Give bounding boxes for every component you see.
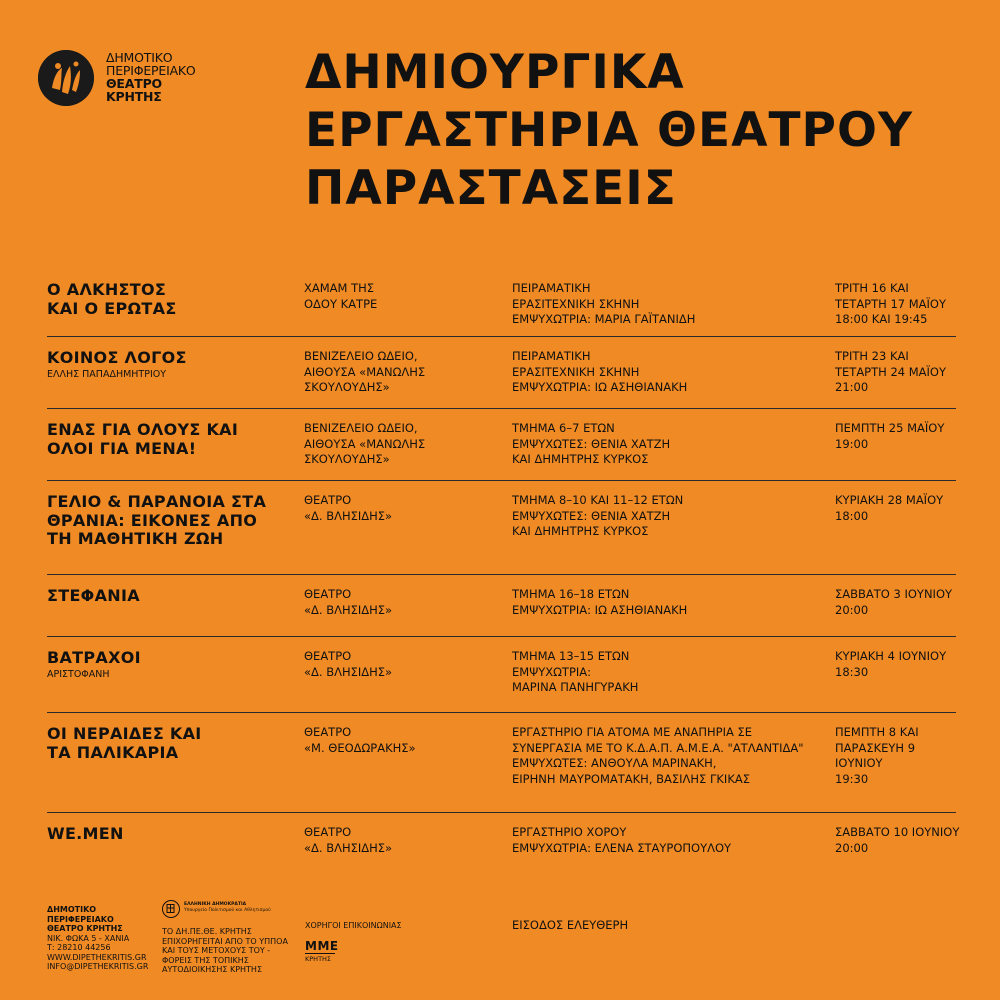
date-line: ΤΡΙΤΗ 16 ΚΑΙ <box>835 281 909 295</box>
mme-logo <box>305 940 339 965</box>
title-line-3: ΠΑΡΑΣΤΑΣΕΙΣ <box>305 161 677 216</box>
date-line: ΤΕΤΑΡΤΗ 17 ΜΑΪΟΥ <box>835 296 946 311</box>
venue-line: «Δ. ΒΛΗΣΙΔΗΣ» <box>304 840 393 855</box>
page-title <box>305 44 913 218</box>
venue-line: ΑΙΘΟΥΣΑ «ΜΑΝΩΛΗΣ <box>304 364 426 379</box>
sponsors-label: ΧΟΡΗΓΟΙ ΕΠΙΚΟΙΝΩΝΙΑΣ <box>305 921 402 930</box>
performance-venue <box>304 493 392 524</box>
schedule-row <box>47 713 956 813</box>
group-line: ΕΡΓΑΣΤΗΡΙΟ ΓΙΑ ΑΤΟΜΑ ΜΕ ΑΝΑΠΗΡΙΑ ΣΕ <box>512 725 753 739</box>
footer-org-line: ΠΕΡΙΦΕΡΕΙΑΚΟ <box>47 914 114 924</box>
title-line-1: ΔΗΜΙΟΥΡΓΙΚΑ <box>305 45 685 100</box>
performance-group <box>512 493 683 540</box>
performance-date <box>835 281 946 328</box>
logo-line: ΠΕΡΙΦΕΡΕΙΑΚΟ <box>106 63 196 78</box>
gov-line: ΕΛΛΗΝΙΚΗ ΔΗΜΟΚΡΑΤΙΑ <box>184 902 247 907</box>
date-line: ΚΥΡΙΑΚΗ 4 ΙΟΥΝΙΟΥ <box>835 649 947 663</box>
date-line: ΠΑΡΑΣΚΕΥΗ 9 <box>835 740 916 755</box>
performance-date <box>835 825 959 856</box>
group-line: ΚΑΙ ΔΗΜΗΤΡΗΣ ΚΥΡΚΟΣ <box>512 524 649 538</box>
greek-republic-emblem-icon <box>162 900 180 918</box>
group-line: ΣΥΝΕΡΓΑΣΙΑ ΜΕ ΤΟ Κ.Δ.Α.Π. Α.Μ.Ε.Α. "ΑΤΛΑΝΤΙΔΑ" <box>512 740 804 755</box>
funding-line: ΑΥΤΟΔΙΟΙΚΗΣΗΣ ΚΡΗΤΗΣ <box>162 965 263 974</box>
date-line: 19:30 <box>835 771 869 786</box>
footer-org <box>47 905 148 972</box>
date-line: ΚΥΡΙΑΚΗ 28 ΜΑΪΟΥ <box>835 493 944 507</box>
performance-date <box>835 349 946 396</box>
performance-group <box>512 281 695 328</box>
group-line: ΕΙΡΗΝΗ ΜΑΥΡΟΜΑΤΑΚΗ, ΒΑΣΙΛΗΣ ΓΚΙΚΑΣ <box>512 771 750 786</box>
group-line: ΚΑΙ ΔΗΜΗΤΡΗΣ ΚΥΡΚΟΣ <box>512 452 649 466</box>
group-line: ΕΜΨΥΧΩΤΡΙΑ: ΙΩ ΑΣΗΘΙΑΝΑΚΗ <box>512 602 688 617</box>
performance-group <box>512 649 638 696</box>
performance-title <box>47 493 266 549</box>
date-line: 18:00 ΚΑΙ 19:45 <box>835 312 928 326</box>
venue-line: ΒΕΝΙΖΕΛΕΙΟ ΩΔΕΙΟ, <box>304 421 418 435</box>
date-line: 20:00 <box>835 840 869 855</box>
group-line: ΕΡΑΣΙΤΕΧΝΙΚΗ ΣΚΗΝΗ <box>512 296 640 311</box>
performance-title-line: WE.MEN <box>47 824 124 843</box>
performance-title-line: ΚΑΙ Ο ΕΡΩΤΑΣ <box>47 298 177 318</box>
group-line: ΕΡΓΑΣΤΗΡΙΟ ΧΟΡΟΥ <box>512 825 627 839</box>
group-line: ΜΑΡΙΝΑ ΠΑΝΗΓΥΡΑΚΗ <box>512 680 639 694</box>
group-line: ΤΜΗΜΑ 8–10 ΚΑΙ 11–12 ΕΤΩΝ <box>512 493 684 507</box>
performance-title-line: ΤΑ ΠΑΛΙΚΑΡΙΑ <box>47 742 179 762</box>
group-line: ΕΜΨΥΧΩΤΕΣ: ΘΕΝΙΑ ΧΑΤΖΗ <box>512 508 671 523</box>
footer-website-link[interactable]: WWW.DIPETHEKRITIS.GR <box>47 952 147 962</box>
date-line: ΠΕΜΠΤΗ 8 ΚΑΙ <box>835 725 919 739</box>
performance-title-line: Ο ΑΛΚΗΣΤΟΣ <box>47 280 167 299</box>
performance-title <box>47 649 141 681</box>
schedule-row <box>47 269 956 337</box>
group-line: ΕΜΨΥΧΩΤΕΣ: ΘΕΝΙΑ ΧΑΤΖΗ <box>512 436 671 451</box>
performance-title-line: ΒΑΤΡΑΧΟΙ <box>47 648 141 667</box>
free-entry-note: ΕΙΣΟΔΟΣ ΕΛΕΥΘΕΡΗ <box>512 918 629 932</box>
performance-venue <box>304 421 425 468</box>
performance-date <box>835 587 952 618</box>
funding-line: ΦΟΡΕΙΣ ΤΗΣ ΤΟΠΙΚΗΣ <box>162 955 249 965</box>
funding-line: ΕΠΙΧΟΡΗΓΕΙΤΑΙ ΑΠΟ ΤΟ ΥΠΠΟΑ <box>162 936 288 946</box>
performance-author: ΕΛΛΗΣ ΠΑΠΑΔΗΜΗΤΡΙΟΥ <box>47 368 167 380</box>
venue-line: ΘΕΑΤΡΟ <box>304 725 352 739</box>
footer-org-line: ΔΗΜΟΤΙΚΟ <box>47 905 97 914</box>
performance-title-line: ΤΗ ΜΑΘΗΤΙΚΗ ΖΩΗ <box>47 529 224 548</box>
venue-line: ΑΙΘΟΥΣΑ «ΜΑΝΩΛΗΣ <box>304 436 426 451</box>
schedule-row <box>47 575 956 637</box>
schedule-row <box>47 337 956 409</box>
theatre-logo-icon <box>38 50 94 106</box>
group-line: ΤΜΗΜΑ 13–15 ΕΤΩΝ <box>512 649 630 663</box>
performance-venue <box>304 725 416 756</box>
venue-line: ΧΑΜΑΜ ΤΗΣ <box>304 281 375 295</box>
date-line: 21:00 <box>835 380 869 394</box>
mme-logo-subtext: ΚΡΗΤΗΣ <box>305 953 335 965</box>
schedule-row <box>47 813 960 883</box>
group-line: ΕΜΨΥΧΩΤΡΙΑ: ΙΩ ΑΣΗΘΙΑΝΑΚΗ <box>512 380 688 394</box>
group-line: ΤΜΗΜΑ 16–18 ΕΤΩΝ <box>512 587 630 601</box>
group-line: ΕΜΨΥΧΩΤΕΣ: ΑΝΘΟΥΛΑ ΜΑΡΙΝΑΚΗ, <box>512 756 717 770</box>
logo-line: ΘΕΑΤΡΟ <box>106 76 162 91</box>
performance-title <box>47 281 177 318</box>
logo-wordmark <box>106 51 196 103</box>
footer-org-line: ΘΕΑΤΡΟ ΚΡΗΤΗΣ <box>47 924 123 933</box>
performance-venue <box>304 587 392 618</box>
performance-title <box>47 825 124 844</box>
performance-title-line: ΟΙ ΝΕΡΑΙΔΕΣ ΚΑΙ <box>47 724 202 743</box>
group-line: ΕΜΨΥΧΩΤΡΙΑ: ΜΑΡΙΑ ΓΑΪΤΑΝΙΔΗ <box>512 312 696 326</box>
performance-venue <box>304 825 392 856</box>
performance-group <box>512 725 803 787</box>
date-line: ΣΑΒΒΑΤΟ 3 ΙΟΥΝΙΟΥ <box>835 587 953 601</box>
date-line: ΠΕΜΠΤΗ 25 ΜΑΪΟΥ <box>835 421 945 435</box>
venue-line: ΒΕΝΙΖΕΛΕΙΟ ΩΔΕΙΟ, <box>304 349 418 363</box>
performance-venue <box>304 281 377 312</box>
performance-title <box>47 587 140 606</box>
title-line-2: ΕΡΓΑΣΤΗΡΙΑ ΘΕΑΤΡΟΥ <box>305 103 913 158</box>
schedule-row <box>47 637 956 713</box>
venue-line: «Δ. ΒΛΗΣΙΔΗΣ» <box>304 602 393 617</box>
performance-title <box>47 421 238 458</box>
group-line: ΕΡΑΣΙΤΕΧΝΙΚΗ ΣΚΗΝΗ <box>512 364 640 379</box>
footer-email-link[interactable]: INFO@DIPETHEKRITIS.GR <box>47 962 149 971</box>
date-line: 18:00 <box>835 508 869 523</box>
group-line: ΕΜΨΥΧΩΤΡΙΑ: ΕΛΕΝΑ ΣΤΑΥΡΟΠΟΥΛΟΥ <box>512 840 732 855</box>
venue-line: ΣΚΟΥΛΟΥΔΗΣ» <box>304 452 390 466</box>
performance-date <box>835 725 919 787</box>
schedule-row <box>47 409 956 481</box>
venue-line: «Δ. ΒΛΗΣΙΔΗΣ» <box>304 664 393 679</box>
gov-line: Υπουργείο Πολιτισμού και Αθλητισμού <box>184 907 271 913</box>
performance-author: ΑΡΙΣΤΟΦΑΝΗ <box>47 668 110 680</box>
venue-line: ΣΚΟΥΛΟΥΔΗΣ» <box>304 380 390 394</box>
performance-title <box>47 349 187 381</box>
group-line: ΕΜΨΥΧΩΤΡΙΑ: <box>512 664 592 679</box>
schedule-table <box>47 269 960 883</box>
date-line: 19:00 <box>835 436 869 451</box>
performance-title-line: ΣΤΕΦΑΝΙΑ <box>47 586 140 605</box>
date-line: 20:00 <box>835 602 869 617</box>
group-line: ΤΜΗΜΑ 6–7 ΕΤΩΝ <box>512 421 615 435</box>
footer-address: ΝΙΚ. ΦΩΚΑ 5 - ΧΑΝΙΑ <box>47 933 130 943</box>
date-line: ΤΡΙΤΗ 23 ΚΑΙ <box>835 349 909 363</box>
date-line: ΙΟΥΝΙΟΥ <box>835 756 883 770</box>
performance-date <box>835 421 944 452</box>
venue-line: ΘΕΑΤΡΟ <box>304 587 352 601</box>
performance-title-line: ΟΛΟΙ ΓΙΑ ΜΕΝΑ! <box>47 438 197 458</box>
performance-group <box>512 349 687 396</box>
funding-line: ΚΑΙ ΤΟΥΣ ΜΕΤΟΧΟΥΣ ΤΟΥ - <box>162 946 271 955</box>
performance-venue <box>304 649 392 680</box>
funding-line: ΤΟ ΔΗ.ΠΕ.ΘΕ. ΚΡΗΤΗΣ <box>162 927 252 936</box>
performance-date <box>835 649 946 680</box>
date-line: 18:30 <box>835 664 869 679</box>
performance-title-line: ΚΟΙΝΟΣ ΛΟΓΟΣ <box>47 348 187 367</box>
venue-line: ΘΕΑΤΡΟ <box>304 825 352 839</box>
venue-line: ΘΕΑΤΡΟ <box>304 493 352 507</box>
venue-line: «Δ. ΒΛΗΣΙΔΗΣ» <box>304 508 393 523</box>
performance-title-line: ΘΡΑΝΙΑ: ΕΙΚΟΝΕΣ ΑΠΟ <box>47 510 258 530</box>
performance-group <box>512 825 731 856</box>
schedule-row <box>47 481 956 575</box>
performance-group <box>512 421 670 468</box>
group-line: ΠΕΙΡΑΜΑΤΙΚΗ <box>512 349 591 363</box>
venue-line: ΘΕΑΤΡΟ <box>304 649 352 663</box>
group-line: ΠΕΙΡΑΜΑΤΙΚΗ <box>512 281 591 295</box>
performance-title-line: ΕΝΑΣ ΓΙΑ ΟΛΟΥΣ ΚΑΙ <box>47 420 239 439</box>
mme-logo-text: ΜΜΕ <box>305 939 339 953</box>
footer-phone: Τ: 28210 44256 <box>47 943 111 952</box>
performance-title-line: ΓΕΛΙΟ & ΠΑΡΑΝΟΙΑ ΣΤΑ <box>47 492 267 511</box>
date-line: ΤΕΤΑΡΤΗ 24 ΜΑΪΟΥ <box>835 364 946 379</box>
performance-title <box>47 725 202 762</box>
date-line: ΣΑΒΒΑΤΟ 10 ΙΟΥΝΙΟΥ <box>835 825 960 839</box>
venue-line: «Μ. ΘΕΟΔΩΡΑΚΗΣ» <box>304 740 416 755</box>
performance-group <box>512 587 687 618</box>
performance-venue <box>304 349 425 396</box>
logo-line: ΔΗΜΟΤΙΚΟ <box>106 50 173 65</box>
performance-date <box>835 493 943 524</box>
venue-line: ΟΔΟΥ ΚΑΤΡΕ <box>304 296 378 311</box>
logo-line: ΚΡΗΤΗΣ <box>106 89 162 104</box>
ministry-label <box>184 902 271 913</box>
